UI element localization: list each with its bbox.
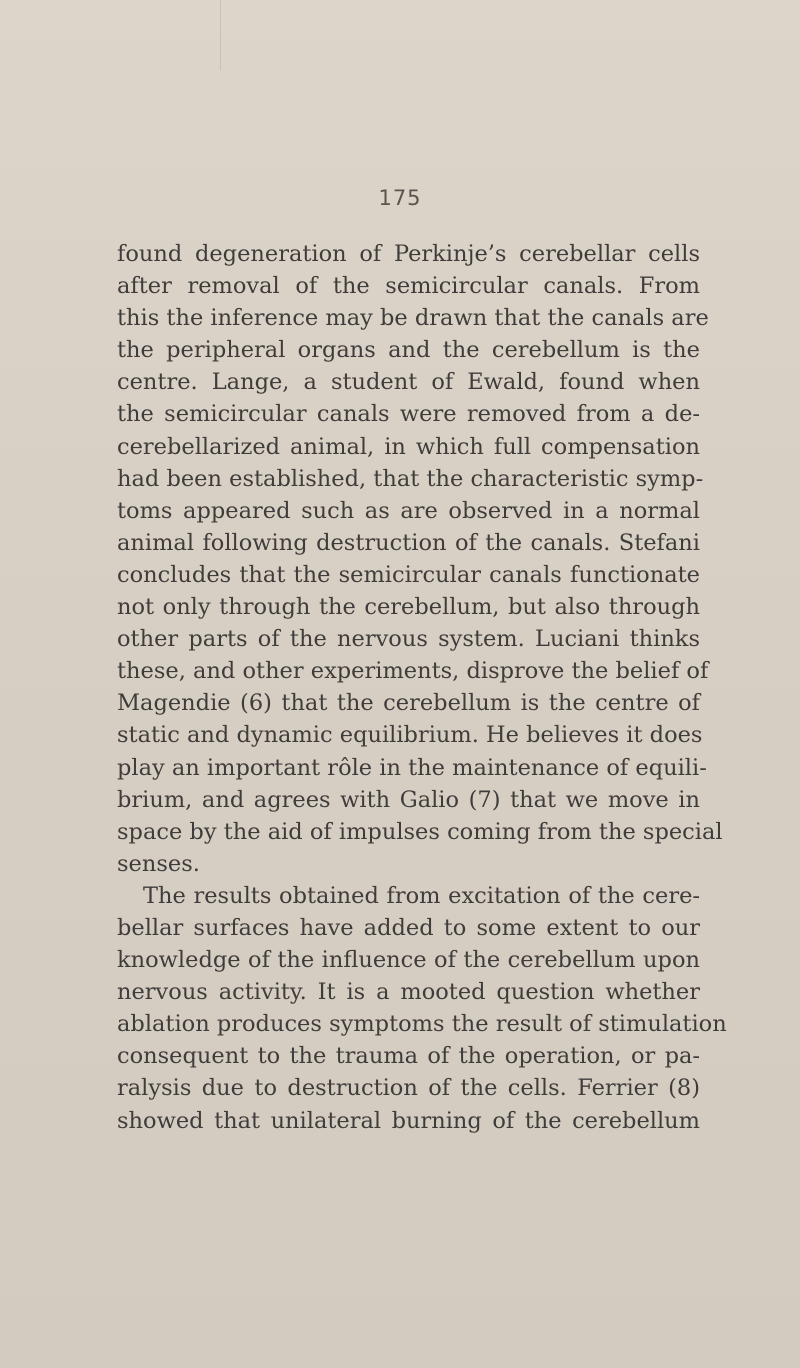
- text-line: space by the aid of impulses coming from the special: [117, 818, 723, 845]
- body-text: [117, 238, 727, 1137]
- text-line: ablation produces symptoms the result of stimulation: [117, 1011, 727, 1038]
- text-line: cerebellarized animal, in which full compensation: [117, 433, 700, 460]
- text-line: brium, and agrees with Galio (7) that we move in: [117, 786, 700, 813]
- text-line: showed that unilateral burning of the cerebellum: [117, 1107, 700, 1134]
- text-line: centre. Lange, a student of Ewald, found when: [117, 369, 700, 396]
- page-number: 175: [378, 186, 422, 210]
- text-line: knowledge of the influence of the cerebellum upon: [117, 947, 700, 974]
- text-line: after removal of the semicircular canals. From: [117, 273, 700, 300]
- text-line: concludes that the semicircular canals functionate: [117, 561, 700, 588]
- text-line: nervous activity. It is a mooted question whether: [117, 979, 700, 1006]
- text-line: static and dynamic equilibrium. He believes it does: [117, 722, 703, 749]
- text-line: toms appeared such as are observed in a normal: [117, 497, 700, 524]
- text-line: this the inference may be drawn that the canals are: [117, 305, 709, 332]
- text-line: animal following destruction of the canals. Stefani: [117, 529, 700, 556]
- text-line-paragraph-start: The results obtained from excitation of the cere-: [143, 882, 700, 909]
- text-line: ralysis due to destruction of the cells. Ferrier (8): [117, 1075, 700, 1102]
- text-line: had been established, that the characteristic symp-: [117, 465, 704, 492]
- text-line: other parts of the nervous system. Luciani thinks: [117, 626, 700, 653]
- text-line: bellar surfaces have added to some extent to our: [117, 914, 700, 941]
- text-line: consequent to the trauma of the operation, or pa-: [117, 1043, 700, 1070]
- text-line-paragraph-end: senses.: [117, 850, 200, 877]
- text-line: Magendie (6) that the cerebellum is the centre of: [117, 690, 700, 717]
- paper-crease: [220, 0, 221, 70]
- text-line: these, and other experiments, disprove the belief of: [117, 658, 709, 685]
- text-line: the peripheral organs and the cerebellum is the: [117, 337, 700, 364]
- text-line: the semicircular canals were removed from a de-: [117, 401, 700, 428]
- text-line: found degeneration of Perkinje’s cerebellar cells: [117, 241, 700, 267]
- text-line: not only through the cerebellum, but also through: [117, 594, 700, 621]
- text-line: play an important rôle in the maintenance of equili-: [117, 754, 707, 781]
